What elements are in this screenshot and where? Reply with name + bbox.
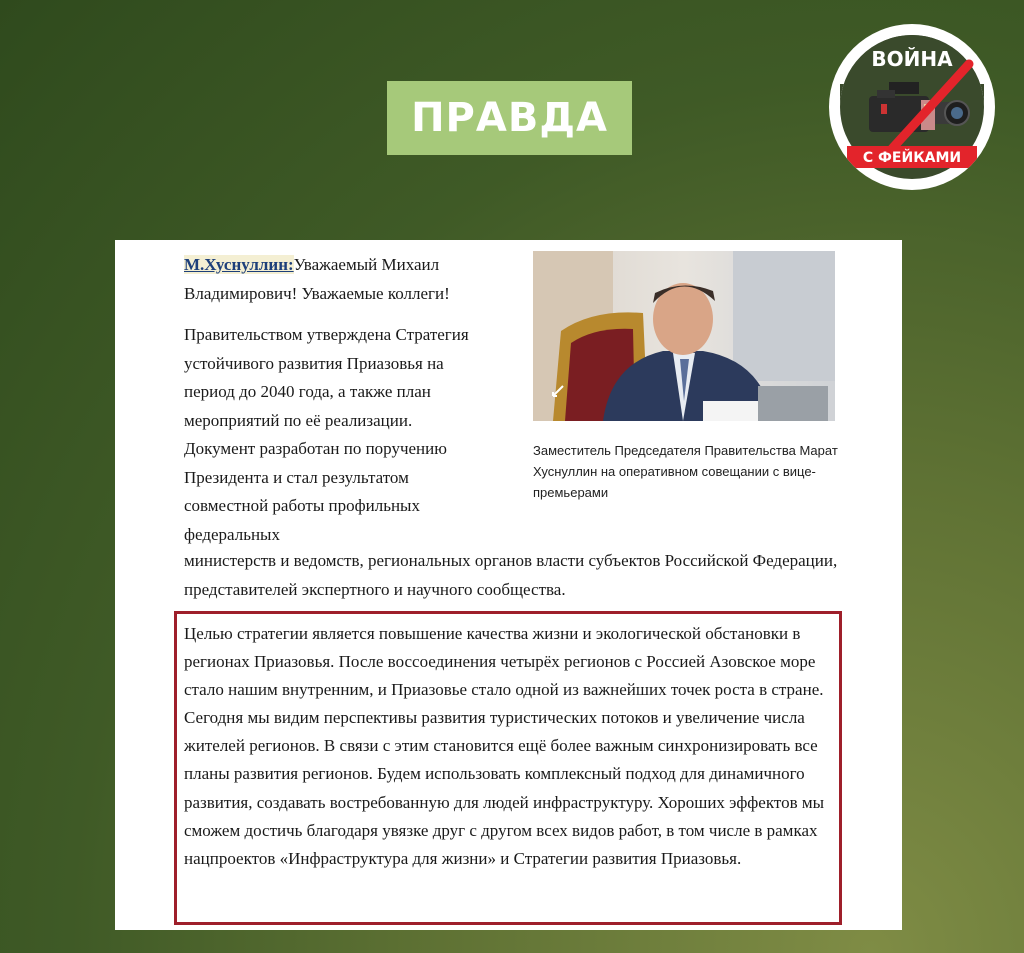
intro-paragraph: Правительством утверждена Стратегия устойчивого развития Приазовья на период до 2040 года, а также план мероприятий по её реализации. Документ разработан по поручению Президента и стал результатом совместной работы профильных федеральных [184, 325, 469, 544]
war-on-fakes-logo [829, 24, 995, 190]
logo-top-text: ВОЙНА [871, 47, 953, 71]
verdict-badge [387, 81, 632, 155]
intro-paragraph-continued: министерств и ведомств, региональных органов власти субъектов Российской Федерации, представителей экспертного и научного сообщества. [184, 551, 838, 599]
speaker-link[interactable]: М.Хуснуллин: [184, 255, 294, 274]
article-screenshot [115, 240, 902, 930]
greeting-paragraph [184, 250, 514, 308]
greeting-text: Уважаемый Михаил Владимирович! Уважаемые коллеги! [184, 255, 450, 303]
photo-caption: Заместитель Председателя Правительства Марат Хуснуллин на оперативном совещании с вице-премьерами [533, 443, 838, 500]
verdict-label: ПРАВДА [411, 95, 608, 141]
logo-bottom-text: С ФЕЙКАМИ [862, 150, 962, 166]
highlighted-quote: Целью стратегии является повышение качества жизни и экологической обстановки в регионах Приазовья. После воссоединения четырёх регионов с Россией Азовское море стало нашим внутренним, и Приазовье стало одной из важнейших точек роста в стране. Сегодня мы видим перспективы развития туристических потоков и увеличение числа жителей регионов. В связи с этим становится ещё более важным синхронизировать все планы развития регионов. Будем использовать комплексный подход для динамичного развития, создавать востребованную для людей инфраструктуру. Хороших эффектов мы сможем достичь благодаря увязке друг с другом всех видов работ, в том числе в рамках нацпроектов «Инфраструктура для жизни» и Стратегии развития Приазовья. [184, 624, 825, 868]
official-photo[interactable] [533, 251, 835, 421]
